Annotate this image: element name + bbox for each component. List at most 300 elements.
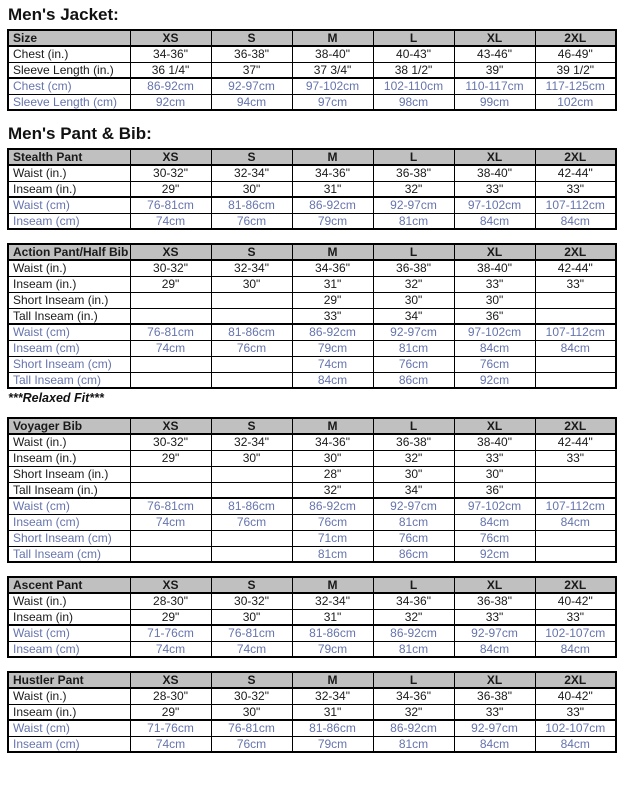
size-value-cell: 92-97cm xyxy=(373,324,454,340)
size-column-header: M xyxy=(292,244,373,260)
size-value-cell: 36" xyxy=(454,482,535,498)
size-value-cell: 33" xyxy=(454,181,535,197)
size-value-cell: 84cm xyxy=(454,213,535,229)
size-value-cell xyxy=(130,372,211,388)
table-row xyxy=(8,450,616,466)
size-value-cell xyxy=(211,292,292,308)
row-label: Sleeve Length (cm) xyxy=(8,94,130,110)
table-header xyxy=(8,30,616,46)
size-value-cell: 39" xyxy=(454,62,535,78)
size-value-cell: 32" xyxy=(292,482,373,498)
size-value-cell: 76cm xyxy=(211,213,292,229)
size-value-cell: 76cm xyxy=(373,356,454,372)
relaxed-fit-note: ***Relaxed Fit*** xyxy=(8,391,104,405)
size-value-cell: 30" xyxy=(454,292,535,308)
row-label: Inseam (in.) xyxy=(8,181,130,197)
action-pant-half-bib-table-container xyxy=(7,243,617,389)
size-value-cell: 33" xyxy=(535,609,616,625)
row-label: Tall Inseam (cm) xyxy=(8,372,130,388)
size-column-header: XL xyxy=(454,672,535,688)
size-value-cell: 30-32" xyxy=(211,593,292,609)
size-column-header: XL xyxy=(454,30,535,46)
size-value-cell: 28-30" xyxy=(130,688,211,704)
size-value-cell: 38-40" xyxy=(292,46,373,62)
size-value-cell: 34-36" xyxy=(373,688,454,704)
size-column-header: 2XL xyxy=(535,672,616,688)
size-value-cell xyxy=(211,372,292,388)
size-column-header: XS xyxy=(130,244,211,260)
size-value-cell xyxy=(535,356,616,372)
size-value-cell: 34-36" xyxy=(292,434,373,450)
size-value-cell: 76-81cm xyxy=(211,625,292,641)
table-row xyxy=(8,530,616,546)
size-value-cell: 81-86cm xyxy=(211,324,292,340)
size-value-cell: 74cm xyxy=(130,340,211,356)
size-value-cell: 32-34" xyxy=(211,434,292,450)
size-column-header: XS xyxy=(130,149,211,165)
row-label: Waist (in.) xyxy=(8,165,130,181)
size-value-cell xyxy=(211,308,292,324)
size-value-cell: 30" xyxy=(211,276,292,292)
size-column-header: XL xyxy=(454,418,535,434)
size-value-cell: 79cm xyxy=(292,213,373,229)
size-value-cell xyxy=(535,546,616,562)
size-value-cell: 102-110cm xyxy=(373,78,454,94)
size-value-cell: 81-86cm xyxy=(292,720,373,736)
size-value-cell: 32-34" xyxy=(292,688,373,704)
size-column-header: L xyxy=(373,418,454,434)
row-label: Waist (cm) xyxy=(8,498,130,514)
table-row xyxy=(8,625,616,641)
size-value-cell: 107-112cm xyxy=(535,197,616,213)
size-column-header: XS xyxy=(130,30,211,46)
size-value-cell: 92-97cm xyxy=(211,78,292,94)
size-column-header: L xyxy=(373,149,454,165)
table-header xyxy=(8,418,616,434)
table-header xyxy=(8,577,616,593)
size-value-cell xyxy=(130,292,211,308)
table-row xyxy=(8,546,616,562)
size-value-cell: 76cm xyxy=(454,356,535,372)
size-value-cell: 76cm xyxy=(373,530,454,546)
size-value-cell: 92cm xyxy=(130,94,211,110)
size-value-cell: 31" xyxy=(292,609,373,625)
size-value-cell: 92cm xyxy=(454,546,535,562)
size-value-cell: 33" xyxy=(535,450,616,466)
size-value-cell: 32" xyxy=(373,450,454,466)
size-value-cell xyxy=(535,372,616,388)
row-label: Inseam (cm) xyxy=(8,514,130,530)
size-value-cell: 86cm xyxy=(373,372,454,388)
size-value-cell: 34-36" xyxy=(292,260,373,276)
size-column-header: S xyxy=(211,577,292,593)
size-value-cell: 76cm xyxy=(211,514,292,530)
table-body xyxy=(8,46,616,110)
size-value-cell: 30" xyxy=(211,450,292,466)
size-value-cell: 81cm xyxy=(373,213,454,229)
table-header xyxy=(8,244,616,260)
size-value-cell: 107-112cm xyxy=(535,324,616,340)
size-value-cell: 97-102cm xyxy=(454,324,535,340)
ascent-pant-table-container xyxy=(7,576,617,658)
size-value-cell: 81cm xyxy=(373,736,454,752)
header-row xyxy=(8,30,616,46)
size-value-cell: 36-38" xyxy=(211,46,292,62)
row-label: Tall Inseam (cm) xyxy=(8,546,130,562)
size-value-cell: 86-92cm xyxy=(292,197,373,213)
size-value-cell xyxy=(211,546,292,562)
size-column-header: 2XL xyxy=(535,418,616,434)
row-label: Inseam (in.) xyxy=(8,450,130,466)
size-value-cell: 32" xyxy=(373,181,454,197)
size-value-cell: 110-117cm xyxy=(454,78,535,94)
size-value-cell: 30-32" xyxy=(130,260,211,276)
table-row xyxy=(8,260,616,276)
size-value-cell: 32" xyxy=(373,609,454,625)
size-value-cell xyxy=(535,482,616,498)
size-column-header: S xyxy=(211,244,292,260)
table-body xyxy=(8,688,616,752)
size-value-cell: 34-36" xyxy=(130,46,211,62)
size-value-cell: 42-44" xyxy=(535,260,616,276)
pant-bib-section-title: Men's Pant & Bib: xyxy=(8,124,152,143)
size-value-cell: 84cm xyxy=(535,641,616,657)
row-label: Tall Inseam (in.) xyxy=(8,482,130,498)
jacket-size-table-container xyxy=(7,29,617,111)
size-value-cell xyxy=(535,292,616,308)
size-value-cell: 86-92cm xyxy=(292,324,373,340)
size-value-cell xyxy=(130,308,211,324)
size-value-cell: 46-49" xyxy=(535,46,616,62)
row-label: Short Inseam (cm) xyxy=(8,530,130,546)
size-value-cell: 79cm xyxy=(292,641,373,657)
size-value-cell: 117-125cm xyxy=(535,78,616,94)
size-column-header: M xyxy=(292,577,373,593)
size-value-cell: 74cm xyxy=(130,641,211,657)
size-value-cell: 32-34" xyxy=(292,593,373,609)
size-value-cell: 94cm xyxy=(211,94,292,110)
size-value-cell: 33" xyxy=(454,276,535,292)
table-header xyxy=(8,672,616,688)
size-value-cell: 76cm xyxy=(454,530,535,546)
size-value-cell: 38-40" xyxy=(454,165,535,181)
row-label: Waist (cm) xyxy=(8,197,130,213)
table-body xyxy=(8,165,616,229)
table-row xyxy=(8,356,616,372)
size-value-cell: 76cm xyxy=(211,736,292,752)
size-value-cell: 28-30" xyxy=(130,593,211,609)
size-column-header: S xyxy=(211,672,292,688)
table-row xyxy=(8,609,616,625)
row-label: Waist (in.) xyxy=(8,434,130,450)
header-row xyxy=(8,418,616,434)
size-value-cell: 97-102cm xyxy=(292,78,373,94)
size-column-header: XS xyxy=(130,418,211,434)
size-value-cell: 84cm xyxy=(454,514,535,530)
size-value-cell: 36 1/4" xyxy=(130,62,211,78)
size-value-cell: 36-38" xyxy=(373,434,454,450)
size-value-cell: 30" xyxy=(211,181,292,197)
size-value-cell: 29" xyxy=(130,276,211,292)
size-value-cell: 84cm xyxy=(535,736,616,752)
table-row xyxy=(8,340,616,356)
size-value-cell: 30-32" xyxy=(130,165,211,181)
size-value-cell xyxy=(211,482,292,498)
size-value-cell xyxy=(211,356,292,372)
table-body xyxy=(8,260,616,388)
size-value-cell: 86-92cm xyxy=(373,720,454,736)
size-value-cell: 86cm xyxy=(373,546,454,562)
size-value-cell: 81cm xyxy=(292,546,373,562)
table-title-cell: Hustler Pant xyxy=(8,672,130,688)
size-value-cell xyxy=(211,530,292,546)
size-value-cell: 107-112cm xyxy=(535,498,616,514)
size-column-header: L xyxy=(373,30,454,46)
size-value-cell: 99cm xyxy=(454,94,535,110)
size-value-cell: 38 1/2" xyxy=(373,62,454,78)
voyager-bib-table xyxy=(7,417,617,563)
size-value-cell: 76-81cm xyxy=(130,498,211,514)
size-value-cell: 81cm xyxy=(373,514,454,530)
size-value-cell: 32-34" xyxy=(211,260,292,276)
size-column-header: L xyxy=(373,244,454,260)
table-title-cell: Stealth Pant xyxy=(8,149,130,165)
size-value-cell: 79cm xyxy=(292,340,373,356)
size-value-cell: 32" xyxy=(373,276,454,292)
size-value-cell: 84cm xyxy=(454,340,535,356)
row-label: Chest (cm) xyxy=(8,78,130,94)
size-value-cell: 71-76cm xyxy=(130,625,211,641)
table-header xyxy=(8,149,616,165)
size-value-cell: 39 1/2" xyxy=(535,62,616,78)
mens-jacket-table xyxy=(7,29,617,111)
size-value-cell: 33" xyxy=(535,276,616,292)
size-value-cell: 32-34" xyxy=(211,165,292,181)
table-row xyxy=(8,197,616,213)
size-value-cell: 37" xyxy=(211,62,292,78)
header-row xyxy=(8,149,616,165)
table-title-cell: Ascent Pant xyxy=(8,577,130,593)
table-title-cell: Size xyxy=(8,30,130,46)
size-value-cell: 36-38" xyxy=(454,688,535,704)
size-value-cell: 86-92cm xyxy=(292,498,373,514)
size-value-cell: 40-42" xyxy=(535,593,616,609)
size-value-cell xyxy=(211,466,292,482)
size-value-cell: 76cm xyxy=(211,340,292,356)
table-row xyxy=(8,94,616,110)
table-row xyxy=(8,482,616,498)
size-column-header: M xyxy=(292,30,373,46)
table-row xyxy=(8,593,616,609)
size-value-cell: 29" xyxy=(130,181,211,197)
table-row xyxy=(8,704,616,720)
size-value-cell: 71-76cm xyxy=(130,720,211,736)
size-value-cell: 81-86cm xyxy=(211,197,292,213)
table-row xyxy=(8,324,616,340)
size-value-cell xyxy=(535,308,616,324)
row-label: Waist (in.) xyxy=(8,260,130,276)
size-value-cell: 97-102cm xyxy=(454,197,535,213)
size-value-cell: 30" xyxy=(211,704,292,720)
header-row xyxy=(8,672,616,688)
row-label: Inseam (cm) xyxy=(8,213,130,229)
size-value-cell: 33" xyxy=(454,609,535,625)
size-column-header: L xyxy=(373,672,454,688)
size-value-cell: 102cm xyxy=(535,94,616,110)
size-value-cell: 97-102cm xyxy=(454,498,535,514)
size-value-cell: 86-92cm xyxy=(130,78,211,94)
size-value-cell: 102-107cm xyxy=(535,625,616,641)
table-row xyxy=(8,62,616,78)
stealth-pant-table-container xyxy=(7,148,617,230)
row-label: Waist (cm) xyxy=(8,720,130,736)
size-value-cell: 29" xyxy=(130,609,211,625)
size-value-cell: 32" xyxy=(373,704,454,720)
size-value-cell xyxy=(130,466,211,482)
table-row xyxy=(8,514,616,530)
table-row xyxy=(8,372,616,388)
size-value-cell: 31" xyxy=(292,704,373,720)
table-title-cell: Voyager Bib xyxy=(8,418,130,434)
size-value-cell: 40-42" xyxy=(535,688,616,704)
size-value-cell: 28" xyxy=(292,466,373,482)
table-body xyxy=(8,593,616,657)
size-value-cell: 76-81cm xyxy=(130,197,211,213)
size-value-cell: 84cm xyxy=(535,213,616,229)
size-column-header: XS xyxy=(130,577,211,593)
size-value-cell: 84cm xyxy=(535,514,616,530)
row-label: Inseam (cm) xyxy=(8,340,130,356)
size-column-header: 2XL xyxy=(535,30,616,46)
row-label: Chest (in.) xyxy=(8,46,130,62)
size-value-cell: 31" xyxy=(292,181,373,197)
table-row xyxy=(8,181,616,197)
size-value-cell: 33" xyxy=(535,181,616,197)
size-column-header: M xyxy=(292,418,373,434)
size-value-cell: 81cm xyxy=(373,641,454,657)
size-value-cell xyxy=(130,530,211,546)
size-value-cell: 37 3/4" xyxy=(292,62,373,78)
size-value-cell: 30-32" xyxy=(211,688,292,704)
size-value-cell: 81-86cm xyxy=(292,625,373,641)
row-label: Short Inseam (in.) xyxy=(8,466,130,482)
size-value-cell: 30" xyxy=(373,466,454,482)
jacket-section-title: Men's Jacket: xyxy=(8,5,119,24)
row-label: Waist (cm) xyxy=(8,625,130,641)
size-value-cell: 36" xyxy=(454,308,535,324)
row-label: Inseam (in.) xyxy=(8,704,130,720)
row-label: Short Inseam (cm) xyxy=(8,356,130,372)
table-row xyxy=(8,641,616,657)
size-column-header: S xyxy=(211,418,292,434)
size-value-cell: 33" xyxy=(292,308,373,324)
table-row xyxy=(8,688,616,704)
size-value-cell: 30" xyxy=(292,450,373,466)
row-label: Waist (cm) xyxy=(8,324,130,340)
size-value-cell: 30" xyxy=(373,292,454,308)
row-label: Short Inseam (in.) xyxy=(8,292,130,308)
size-value-cell: 34" xyxy=(373,308,454,324)
table-row xyxy=(8,292,616,308)
hustler-pant-table xyxy=(7,671,617,753)
size-value-cell: 84cm xyxy=(292,372,373,388)
size-value-cell: 81cm xyxy=(373,340,454,356)
table-title-cell: Action Pant/Half Bib xyxy=(8,244,130,260)
size-value-cell: 30" xyxy=(211,609,292,625)
size-value-cell: 30-32" xyxy=(130,434,211,450)
row-label: Waist (in.) xyxy=(8,593,130,609)
size-value-cell: 74cm xyxy=(292,356,373,372)
size-column-header: XL xyxy=(454,577,535,593)
table-row xyxy=(8,213,616,229)
size-value-cell xyxy=(535,466,616,482)
stealth-pant-table xyxy=(7,148,617,230)
size-value-cell: 92-97cm xyxy=(373,498,454,514)
table-row xyxy=(8,498,616,514)
size-value-cell xyxy=(130,356,211,372)
row-label: Inseam (cm) xyxy=(8,736,130,752)
size-value-cell: 76-81cm xyxy=(130,324,211,340)
size-value-cell: 31" xyxy=(292,276,373,292)
size-value-cell: 38-40" xyxy=(454,434,535,450)
voyager-bib-table-container xyxy=(7,417,617,563)
size-value-cell: 74cm xyxy=(211,641,292,657)
size-value-cell: 42-44" xyxy=(535,165,616,181)
size-value-cell: 43-46" xyxy=(454,46,535,62)
size-value-cell: 98cm xyxy=(373,94,454,110)
size-value-cell: 84cm xyxy=(454,641,535,657)
size-value-cell: 81-86cm xyxy=(211,498,292,514)
table-row xyxy=(8,276,616,292)
size-value-cell: 102-107cm xyxy=(535,720,616,736)
size-value-cell: 29" xyxy=(292,292,373,308)
table-row xyxy=(8,46,616,62)
table-body xyxy=(8,434,616,562)
row-label: Inseam (in) xyxy=(8,609,130,625)
size-column-header: S xyxy=(211,30,292,46)
size-value-cell: 42-44" xyxy=(535,434,616,450)
size-value-cell: 38-40" xyxy=(454,260,535,276)
header-row xyxy=(8,244,616,260)
table-row xyxy=(8,165,616,181)
size-value-cell: 92-97cm xyxy=(454,720,535,736)
size-value-cell: 74cm xyxy=(130,736,211,752)
row-label: Tall Inseam (in.) xyxy=(8,308,130,324)
size-value-cell: 92-97cm xyxy=(373,197,454,213)
table-row xyxy=(8,434,616,450)
size-column-header: XL xyxy=(454,149,535,165)
size-value-cell: 36-38" xyxy=(373,165,454,181)
size-column-header: S xyxy=(211,149,292,165)
size-column-header: M xyxy=(292,672,373,688)
size-value-cell: 30" xyxy=(454,466,535,482)
size-value-cell xyxy=(535,530,616,546)
size-value-cell: 33" xyxy=(454,704,535,720)
row-label: Inseam (in.) xyxy=(8,276,130,292)
table-row xyxy=(8,78,616,94)
size-column-header: XS xyxy=(130,672,211,688)
size-value-cell: 34-36" xyxy=(373,593,454,609)
size-value-cell: 92cm xyxy=(454,372,535,388)
size-value-cell: 71cm xyxy=(292,530,373,546)
size-value-cell xyxy=(130,482,211,498)
size-value-cell: 34-36" xyxy=(292,165,373,181)
size-value-cell: 40-43" xyxy=(373,46,454,62)
size-value-cell: 97cm xyxy=(292,94,373,110)
size-value-cell: 36-38" xyxy=(454,593,535,609)
hustler-pant-table-container xyxy=(7,671,617,753)
row-label: Inseam (cm) xyxy=(8,641,130,657)
